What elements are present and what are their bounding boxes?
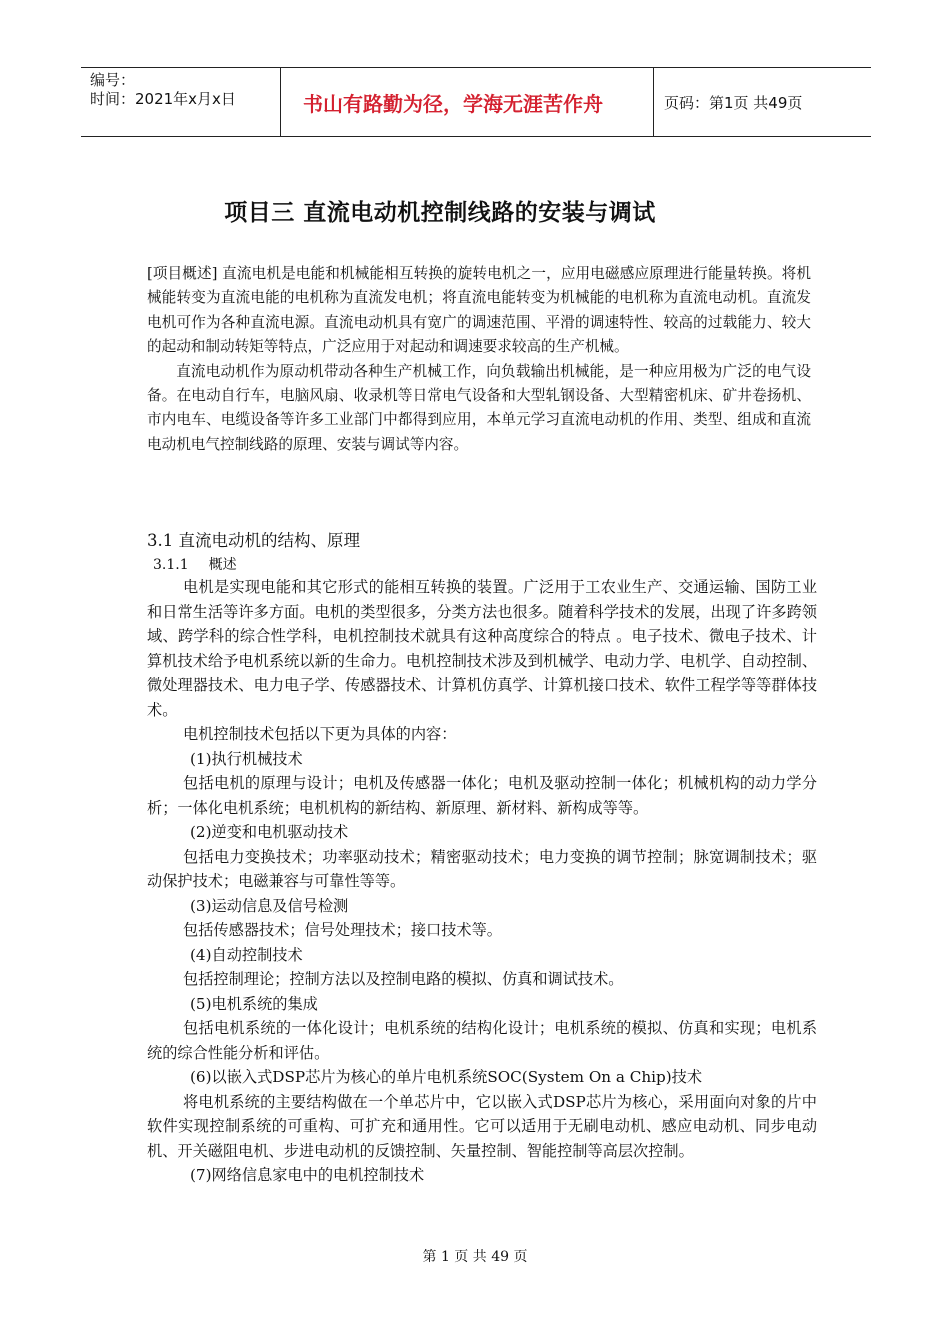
content-block bbox=[147, 575, 817, 1188]
motto-cell bbox=[281, 68, 654, 136]
intro-paragraph: 电机是实现电能和其它形式的能相互转换的装置。广泛用于工农业生产、交通运输、国防工业和日常生活等许多方面。电机的类型很多，分类方法也很多。随着科学技术的发展，出现了许多跨领域、跨学科的综合性学科，电机控制技术就具有这种高度综合的特点 。电子技术、微电子技术、计算机技术给予电机系统以新的生命力。电机控制技术涉及到机械学、电动力学、电机学、自动控制、微处理器技术、电力电子学、传感器技术、计算机仿真学、计算机接口技术、软件工程学等等群体技术。 bbox=[147, 578, 817, 719]
page-info-text: 页码：第1页 共49页 bbox=[664, 93, 803, 112]
list-item-heading: (4)自动控制技术 bbox=[190, 945, 303, 964]
lead-paragraph: 电机控制技术包括以下更为具体的内容： bbox=[183, 725, 457, 743]
overview-paragraph: 直流电动机作为原动机带动各种生产机械工作，向负载输出机械能，是一种应用极为广泛的电气设备。在电动自行车，电脑风扇、收录机等日常电气设备和大型轧钢设备、大型精密机床、矿井卷扬机、市内电车、电缆设备等许多工业部门中都得到应用，本单元学习直流电动机的作用、类型、组成和直流电动机电气控制线路的原理、安装与调试等内容。 bbox=[147, 362, 811, 453]
header-meta-cell bbox=[81, 68, 281, 136]
header-table bbox=[81, 67, 871, 137]
subsection-number: 3.1.1 bbox=[153, 557, 189, 573]
list-item-heading: (2)逆变和电机驱动技术 bbox=[190, 823, 349, 841]
subsection-heading bbox=[153, 554, 237, 574]
subsection-title: 概述 bbox=[208, 557, 237, 573]
page-info-cell bbox=[654, 68, 871, 136]
list-item-heading: (3)运动信息及信号检测 bbox=[190, 896, 349, 915]
section-heading: 3.1 直流电动机的结构、原理 bbox=[147, 531, 360, 550]
list-item-heading: (1)执行机械技术 bbox=[190, 749, 303, 768]
page-footer: 第 1 页 共 49 页 bbox=[422, 1249, 528, 1265]
date-line: 时间：2021年x月x日 bbox=[90, 90, 236, 108]
overview-block bbox=[147, 262, 811, 457]
list-item-heading: (5)电机系统的集成 bbox=[190, 994, 318, 1013]
overview-paragraph: [项目概述] 直流电机是电能和机械能相互转换的旋转电机之一，应用电磁感应原理进行能量转换。将机械能转变为直流电能的电机称为直流发电机；将直流电能转变为机械能的电机称为直流电动机。直流发电机可作为各种直流电源。直流电动机具有宽广的调速范围、平滑的调速特性、较高的过载能力、较大的起动和制动转矩等特点，广泛应用于对起动和调速要求较高的生产机械。 bbox=[147, 265, 811, 356]
list-item-description: 包括控制理论；控制方法以及控制电路的模拟、仿真和调试技术。 bbox=[183, 970, 624, 988]
list-item-description: 包括电机的原理与设计；电机及传感器一体化；电机及驱动控制一体化；机械机构的动力学分析；一体化电机系统；电机机构的新结构、新原理、新材料、新构成等等。 bbox=[147, 774, 817, 817]
list-item-description: 将电机系统的主要结构做在一个单芯片中，它以嵌入式DSP芯片为核心，采用面向对象的片中软件实现控制系统的可重构、可扩充和通用性。它可以适用于无刷电动机、感应电动机、同步电动机、开关磁阻电机、步进电动机的反馈控制、矢量控制、智能控制等高层次控制。 bbox=[147, 1092, 817, 1160]
list-item-heading: (7)网络信息家电中的电机控制技术 bbox=[190, 1166, 425, 1184]
document-title: 项目三 直流电动机控制线路的安装与调试 bbox=[224, 200, 656, 226]
list-item-description: 包括传感器技术；信号处理技术；接口技术等。 bbox=[183, 921, 502, 939]
list-item-heading: (6)以嵌入式DSP芯片为核心的单片电机系统SOC(System On a Chip)技术 bbox=[190, 1068, 703, 1086]
motto-text: 书山有路勤为径，学海无涯苦作舟 bbox=[303, 91, 603, 116]
list-item-description: 包括电机系统的一体化设计；电机系统的结构化设计；电机系统的模拟、仿真和实现；电机系统的综合性能分析和评估。 bbox=[147, 1019, 817, 1062]
list-item-description: 包括电力变换技术；功率驱动技术；精密驱动技术；电力变换的调节控制；脉宽调制技术；驱动保护技术；电磁兼容与可靠性等等。 bbox=[147, 847, 817, 890]
number-label: 编号： bbox=[90, 71, 136, 89]
